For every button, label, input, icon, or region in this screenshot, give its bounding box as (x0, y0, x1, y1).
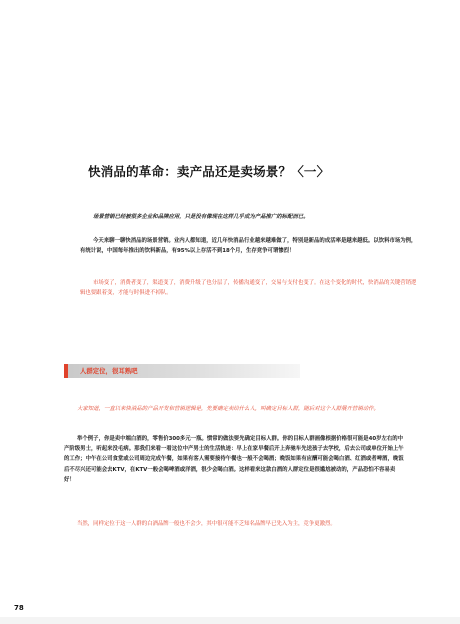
page-number: 78 (14, 604, 24, 612)
intro-body-paragraph: 今天来聊一聊快消品的场景营销。业内人都知道，近几年快消品行业越来越难做了，特别是新品的成活率是越来越低。以饮料市场为例，有统计说，中国每年推出的饮料新品，有95%以上存活不到18个月，生存竞争可谓惨烈！ (80, 238, 417, 255)
intro-highlight-paragraph: 市场变了，消费者变了，渠道变了，消费升级了也分层了，传播沟通变了，交易与支付也变了。在这个变化的时代，快消品的关键营销逻辑也要跟着变，才能与时俱进不掉队。 (80, 280, 417, 297)
section-heading-accent (64, 364, 68, 378)
section-highlight-paragraph: 当然，同样定位于这一人群的白酒品牌一般也不会少，其中很可能不乏知名品牌早已先入为主，竞争更激烈。 (77, 521, 336, 527)
section-lead-paragraph: 大家知道，一直以来快消品的产品开发和营销逻辑是，先要确定卖给什么人，叫确定目标人群，随后对这个人群展开营销动作。 (77, 406, 379, 412)
intro-lead-paragraph: 场景营销已经被很多企业和品牌应用，只是没有像现在这样几乎成为产品推广的标配而已。 (93, 214, 309, 220)
section-heading: 人群定位，很耳熟吧 (80, 367, 138, 375)
page-bottom-edge (0, 617, 460, 624)
section-body-paragraph: 举个例子，你是卖中端白酒的，零售价300多元一瓶。惯常的做法要先确定目标人群。你的目标人群画像根据价格很可能是40岁左右的中产阶级男士，听起来没毛病。那我们来看一看这位中产男士的生活轨迹：早上在家早餐后开上奔驰车先送孩子去学校，后去公司或单位开始上午的工作；中午在公司食堂或公司周边完成午餐，如果有客人需要接待午餐也一般不会喝酒；晚饭如果有应酬可能会喝白酒、红酒或者啤酒，晚饭后不尽兴还可能会去KTV，在KTV一般会喝啤酒或洋酒，很少会喝白酒。这样看来这款白酒的人群定位是很尴尬被动的，产品恐怕不容易卖好！ (64, 436, 404, 483)
article-title: 快消品的革命：卖产品还是卖场景？〈一〉 (88, 164, 330, 179)
